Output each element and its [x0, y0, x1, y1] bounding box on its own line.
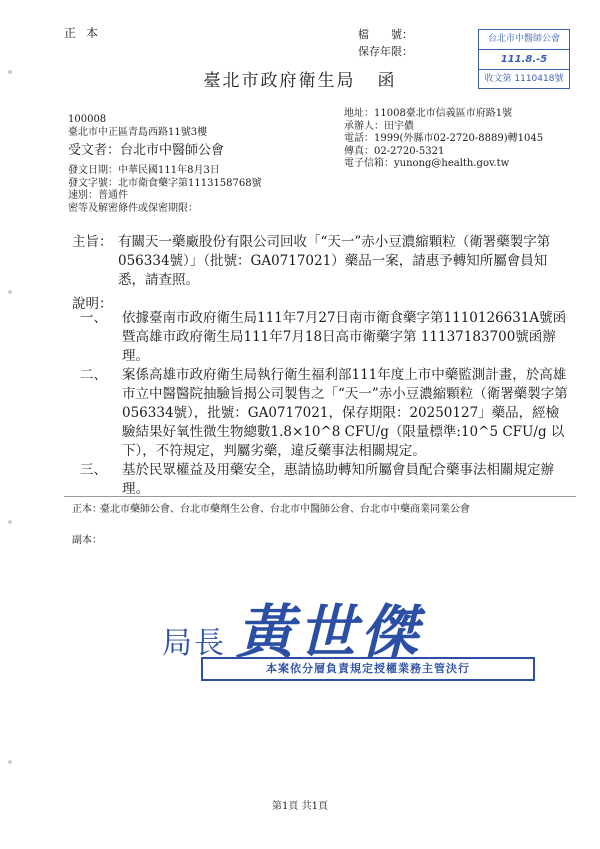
bcc-label: 副本： — [72, 535, 102, 546]
description-item — [80, 366, 572, 461]
director-signature: 黃世傑 — [236, 598, 423, 666]
dispatch-meta — [68, 165, 262, 215]
delegation-stamp: 本案依分層負責規定授權業務主管決行 — [201, 657, 535, 681]
cc-text: 臺北市藥師公會、台北市藥劑生公會、台北市中醫師公會、台北市中藥商業同業公會 — [100, 504, 470, 515]
divider — [64, 496, 576, 497]
agency-name: 臺北市政府衛生局 — [203, 71, 356, 91]
file-number-label: 檔 號： — [358, 28, 413, 41]
dispatch-date: 發文日期：中華民國111年8月3日 — [68, 165, 220, 176]
cc-label: 正本： — [72, 504, 102, 515]
description-items — [80, 309, 572, 499]
item-text: 基於民眾權益及用藥安全，惠請協助轉知所屬會員配合藥事法相關規定辦理。 — [122, 462, 554, 497]
recipient-label: 受文者： — [68, 143, 121, 158]
retention-label: 保存年限： — [358, 45, 413, 58]
sender-address-block — [68, 113, 207, 139]
contact-address: 地址：11008臺北市信義區市府路1號 — [344, 108, 513, 119]
page-number: 第1頁 共1頁 — [272, 801, 328, 812]
sender-address: 臺北市中正區青島西路11號3樓 — [68, 127, 208, 138]
subject-text: 有關天一藥廠股份有限公司回收「“天一”赤小豆濃縮顆粒（衛署藥製字第056334號）」（批號：GA0717021）藥品一案，請惠予轉知所屬會員知悉，請查照。 — [118, 234, 551, 288]
binding-holes — [8, 0, 14, 849]
item-number: 一、 — [80, 310, 107, 326]
description-item — [80, 461, 572, 499]
item-text: 依據臺南市政府衛生局111年7月27日南市衛食藥字第1110126631A號函暨高雄市政府衛生局111年7月18日高市衛藥字第 11137183700號函辦理。 — [122, 310, 567, 364]
item-number: 三、 — [80, 462, 107, 478]
contact-block — [344, 108, 566, 171]
dispatch-secrecy: 密等及解密條件或保密期限： — [68, 202, 198, 214]
description-label: 說明： — [72, 296, 113, 312]
item-number: 二、 — [80, 367, 107, 383]
recipient-name: 台北市中醫師公會 — [120, 143, 225, 158]
recipient — [68, 139, 224, 158]
stamp-receipt: 收文第 1110418號 — [484, 74, 564, 84]
director-title: 局長 — [162, 626, 226, 661]
description-item — [80, 309, 572, 366]
item-text: 案係高雄市政府衛生局執行衛生福利部111年度上市中藥監測計畫，於高雄市立中醫醫院抽驗旨揭公司製售之「“天一”赤小豆濃縮顆粒（衛署藥製字第056334號），批號：GA0717021，保存期限：20250127」藥品，經檢驗結果好氧性微生物總數1.8×10^8 CFU/g（限量標準:10^5 CFU/g 以下），不符規定，判屬劣藥，違反藥事法相關規定。 — [122, 367, 568, 459]
document-type: 函 — [377, 71, 397, 91]
contact-fax: 傳真：02-2720-5321 — [344, 145, 445, 157]
subject-label: 主旨： — [72, 234, 113, 250]
contact-phone: 電話：1999(外縣市02-2720-8889)轉1045 — [344, 133, 544, 144]
dispatch-speed: 速別：普通件 — [68, 190, 128, 201]
copy-mark: 正本 — [64, 26, 109, 40]
contact-email: 電子信箱：yunong@health.gov.tw — [344, 158, 510, 169]
sender-zip: 100008 — [68, 114, 107, 125]
cc-list — [72, 503, 572, 516]
stamp-org: 台北市中醫師公會 — [479, 30, 569, 50]
document-title — [0, 66, 600, 91]
subject — [72, 233, 570, 290]
dispatch-number: 發文字號：北市衛食藥字第1113158768號 — [68, 177, 262, 189]
file-fields — [355, 26, 413, 60]
stamp-date: 111.8.-5 — [479, 50, 569, 70]
contact-officer: 承辦人：田宇儂 — [344, 120, 414, 132]
